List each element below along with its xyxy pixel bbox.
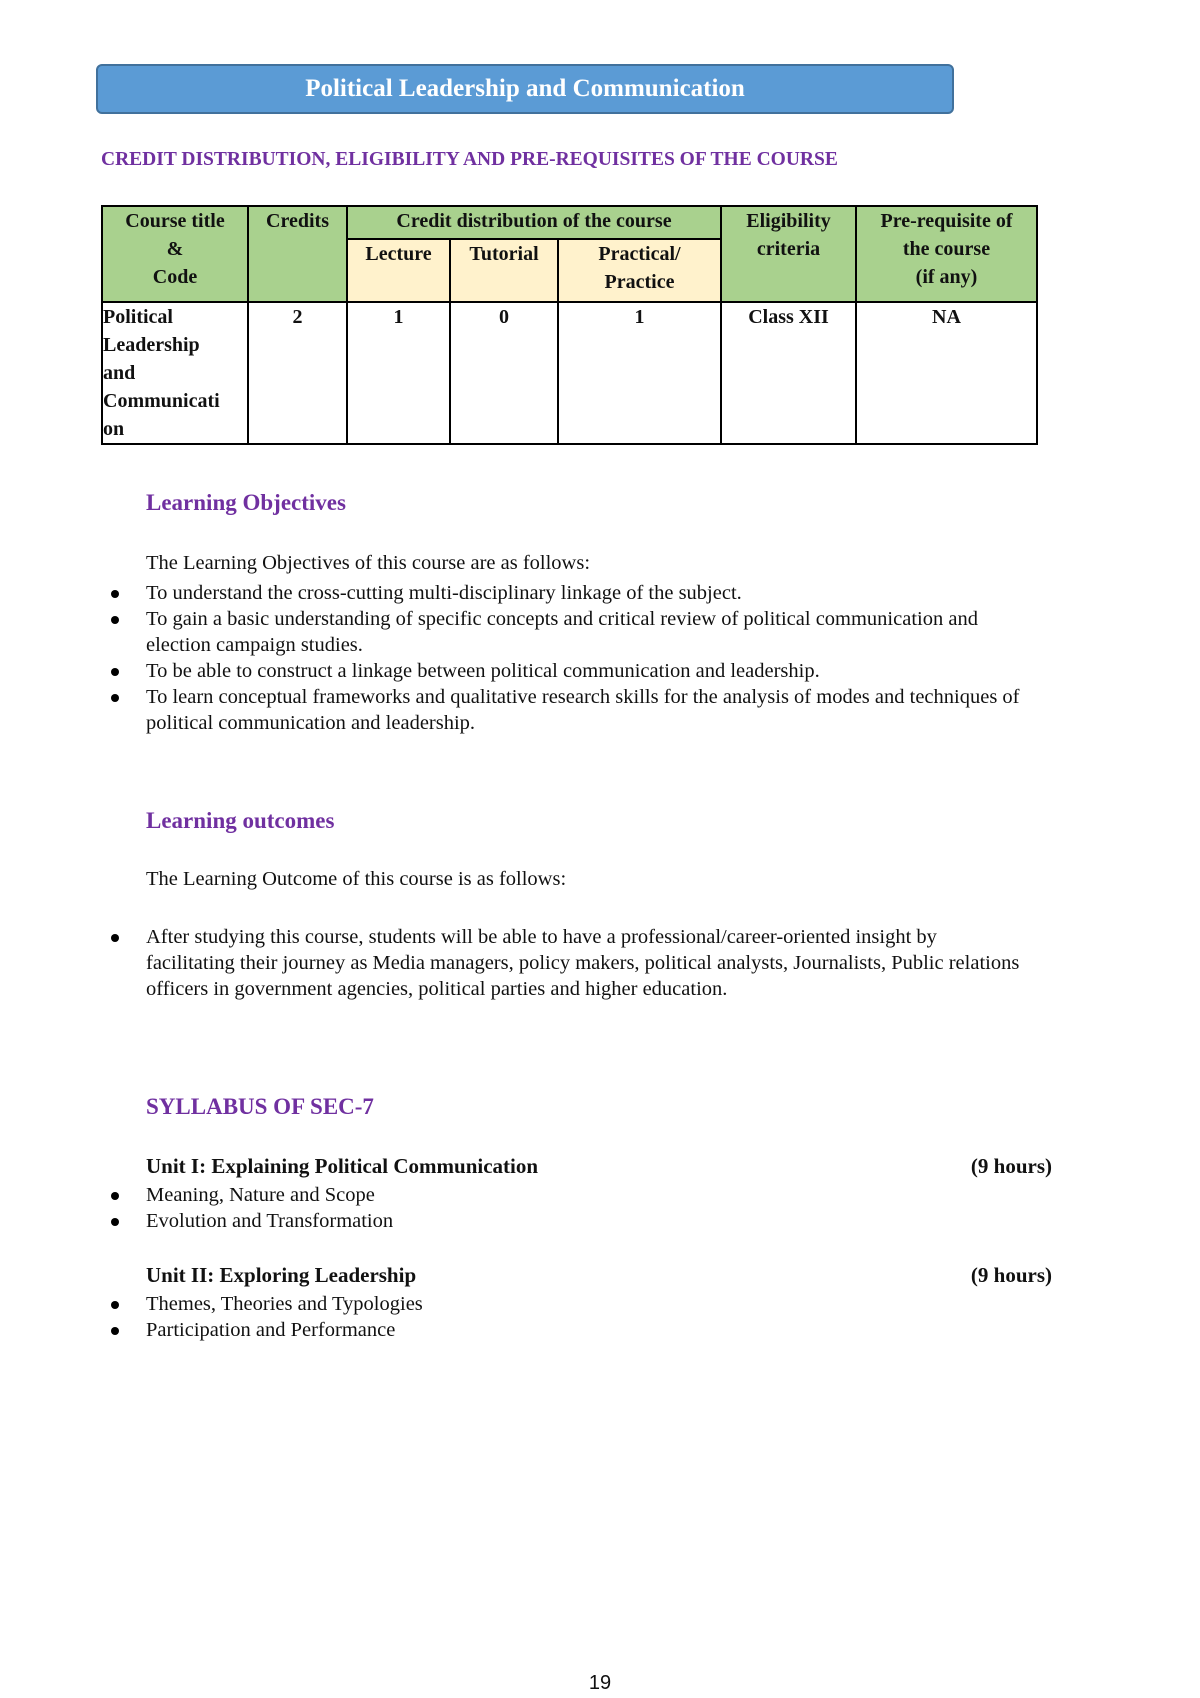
list-item: After studying this course, students will be able to have a professional/career-oriented insight by facilitating their journey as Media managers, policy makers, political analysts, Journalists, Public relations officers in government agencies, political parties and higher education. (0, 924, 1026, 1002)
course-title-banner (96, 64, 954, 114)
header-credits: Credits (248, 206, 347, 302)
list-item: Evolution and Transformation (0, 1208, 1026, 1234)
credit-table (101, 205, 1038, 445)
cell-lecture: 1 (347, 302, 450, 444)
header-credit-distribution: Credit distribution of the course (347, 206, 721, 239)
cell-course-name: Political Leadership and Communicati on (102, 302, 248, 444)
header-eligibility: Eligibility criteria (721, 206, 856, 302)
header-course-title: Course title & Code (102, 206, 248, 302)
header-prerequisite: Pre-requisite of the course (if any) (856, 206, 1037, 302)
header-practical: Practical/ Practice (558, 239, 721, 302)
cell-tutorial: 0 (450, 302, 558, 444)
outcomes-intro: The Learning Outcome of this course is as follows: (146, 868, 567, 890)
syllabus-title: SYLLABUS OF SEC-7 (146, 1094, 374, 1119)
list-item: To gain a basic understanding of specific concepts and critical review of political communication and election campaign studies. (0, 606, 1026, 658)
page-number: 19 (588, 1672, 612, 1694)
unit-2-heading (146, 1263, 1052, 1288)
cell-credits: 2 (248, 302, 347, 444)
header-lecture: Lecture (347, 239, 450, 302)
cell-eligibility: Class XII (721, 302, 856, 444)
unit-1-list (0, 1182, 1026, 1234)
unit-2-title: Unit II: Exploring Leadership (146, 1263, 417, 1287)
list-item: To be able to construct a linkage between political communication and leadership. (0, 658, 1026, 684)
objectives-intro: The Learning Objectives of this course are as follows: (146, 552, 591, 574)
outcomes-list (0, 924, 1026, 1002)
banner-title: Political Leadership and Communication (305, 75, 745, 102)
unit-1-title: Unit I: Explaining Political Communication (146, 1154, 539, 1178)
cell-prerequisite: NA (856, 302, 1037, 444)
objectives-list (0, 580, 1026, 736)
outcomes-title: Learning outcomes (146, 808, 335, 833)
header-tutorial: Tutorial (450, 239, 558, 302)
unit-2-list (0, 1291, 1026, 1343)
list-item: To learn conceptual frameworks and qualitative research skills for the analysis of modes and techniques of political communication and leadership. (0, 684, 1026, 736)
list-item: Themes, Theories and Typologies (0, 1291, 1026, 1317)
list-item: Participation and Performance (0, 1317, 1026, 1343)
objectives-title: Learning Objectives (146, 490, 346, 515)
credit-heading: CREDIT DISTRIBUTION, ELIGIBILITY AND PRE-REQUISITES OF THE COURSE (101, 149, 838, 170)
cell-practical: 1 (558, 302, 721, 444)
unit-1-heading (146, 1154, 1052, 1179)
unit-2-hours: (9 hours) (970, 1263, 1052, 1287)
list-item: Meaning, Nature and Scope (0, 1182, 1026, 1208)
unit-1-hours: (9 hours) (970, 1154, 1052, 1178)
list-item: To understand the cross-cutting multi-disciplinary linkage of the subject. (0, 580, 1026, 606)
